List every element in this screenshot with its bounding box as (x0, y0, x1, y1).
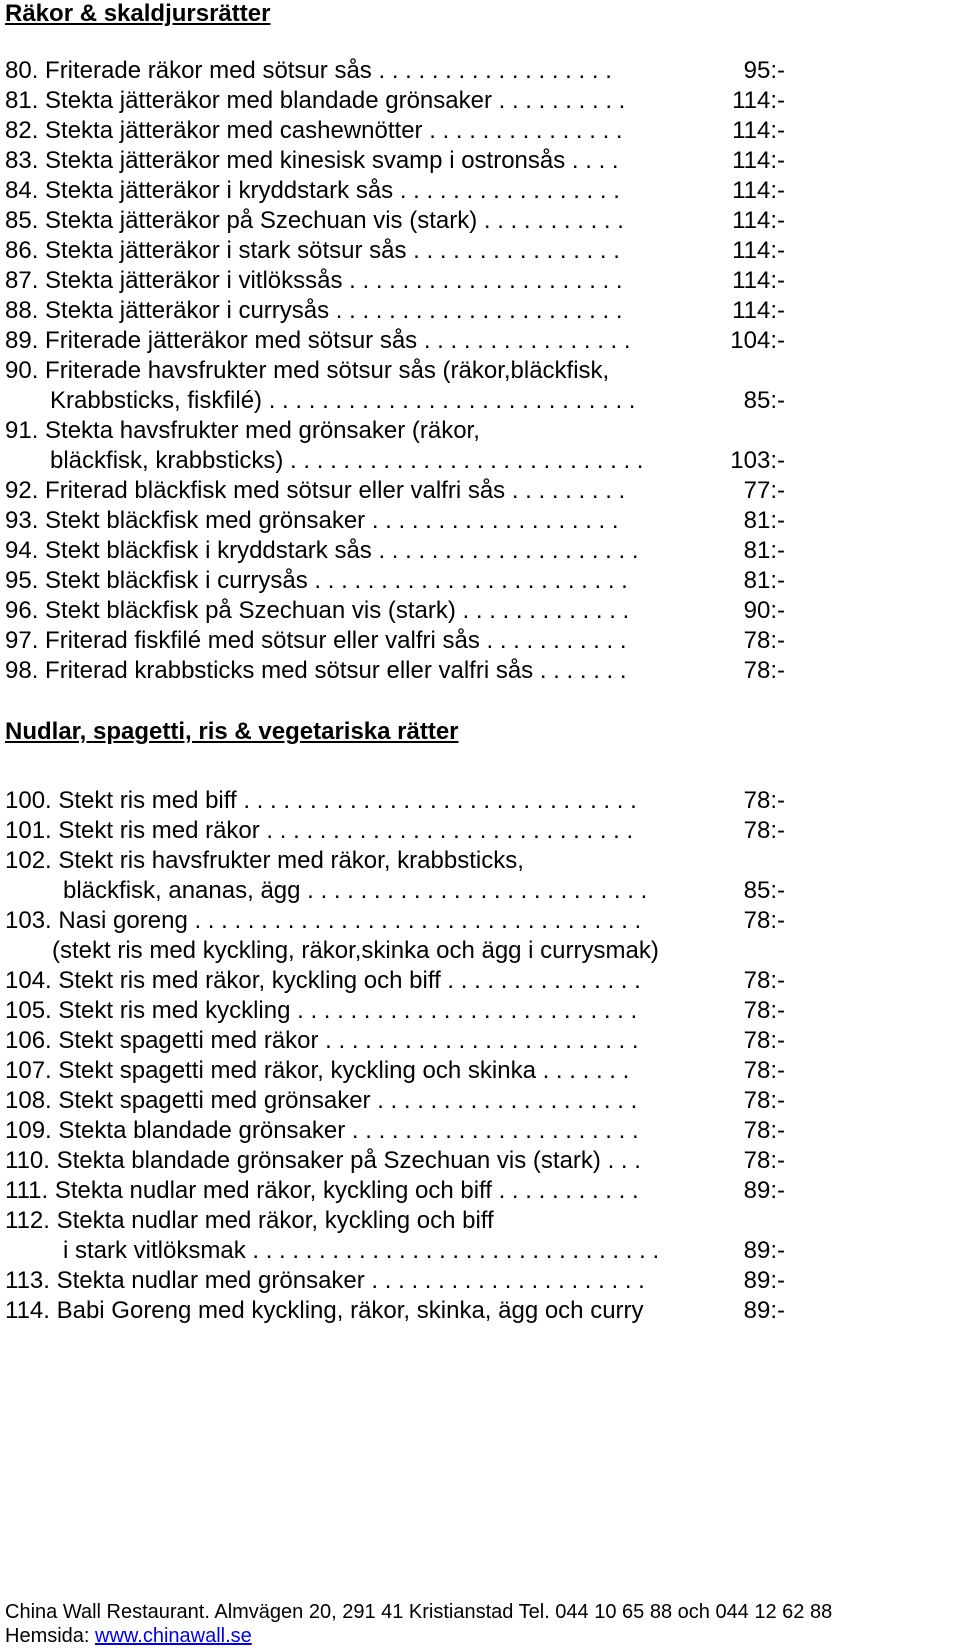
menu-item-line: 92. Friterad bläckfisk med sötsur eller valfri sås . . . . . . . . . (5, 477, 626, 504)
menu-item-line: 112. Stekta nudlar med räkor, kyckling och biff (5, 1207, 494, 1234)
menu-item-line: 103. Nasi goreng . . . . . . . . . . . . . . . . . . . . . . . . . . . . . . . . . . (5, 907, 642, 934)
menu-item-price: 114:- (732, 297, 785, 324)
menu-item-price: 89:- (743, 1297, 785, 1324)
menu-item-line: 105. Stekt ris med kyckling . . . . . . . . . . . . . . . . . . . . . . . . . . (5, 997, 638, 1024)
menu-item-price: 78:- (743, 967, 785, 994)
menu-item-line: 95. Stekt bläckfisk i currysås . . . . . . . . . . . . . . . . . . . . . . . . (5, 567, 628, 594)
menu-item-line: 88. Stekta jätteräkor i currysås . . . . . . . . . . . . . . . . . . . . . . (5, 297, 623, 324)
menu-item-line: 108. Stekt spagetti med grönsaker . . . . . . . . . . . . . . . . . . . . (5, 1087, 638, 1114)
menu-item-line: 104. Stekt ris med räkor, kyckling och biff . . . . . . . . . . . . . . . (5, 967, 641, 994)
section-heading: Räkor & skaldjursrätter (5, 0, 271, 27)
menu-item-line: 89. Friterade jätteräkor med sötsur sås . . . . . . . . . . . . . . . . (5, 327, 631, 354)
menu-item-line: 91. Stekta havsfrukter med grönsaker (räkor, (5, 417, 480, 444)
menu-item-price: 78:- (743, 997, 785, 1024)
menu-item-line: 101. Stekt ris med räkor . . . . . . . . . . . . . . . . . . . . . . . . . . . . (5, 817, 634, 844)
menu-item-price: 89:- (743, 1237, 785, 1264)
menu-item-line: 82. Stekta jätteräkor med cashewnötter . . . . . . . . . . . . . . . (5, 117, 623, 144)
menu-item-line: bläckfisk, krabbsticks) . . . . . . . . . . . . . . . . . . . . . . . . . . . (50, 447, 644, 474)
menu-item-line: 83. Stekta jätteräkor med kinesisk svamp i ostronsås . . . . (5, 147, 619, 174)
menu-item-line: bläckfisk, ananas, ägg . . . . . . . . . . . . . . . . . . . . . . . . . . (63, 877, 648, 904)
menu-item-price: 78:- (743, 1147, 785, 1174)
menu-item-price: 114:- (732, 177, 785, 204)
menu-item-price: 77:- (743, 477, 785, 504)
menu-item-price: 95:- (743, 57, 785, 84)
menu-item-line: Krabbsticks, fiskfilé) . . . . . . . . . . . . . . . . . . . . . . . . . . . . (50, 387, 636, 414)
menu-item-price: 78:- (743, 1027, 785, 1054)
menu-item-price: 78:- (743, 657, 785, 684)
menu-item-price: 78:- (743, 907, 785, 934)
menu-item-price: 114:- (732, 117, 785, 144)
menu-item-line: 110. Stekta blandade grönsaker på Szechuan vis (stark) . . . (5, 1147, 641, 1174)
footer-homepage (5, 1624, 832, 1648)
menu-item-line: 109. Stekta blandade grönsaker . . . . . . . . . . . . . . . . . . . . . . (5, 1117, 639, 1144)
menu-item-price: 114:- (732, 207, 785, 234)
menu-item-line: 96. Stekt bläckfisk på Szechuan vis (stark) . . . . . . . . . . . . . (5, 597, 630, 624)
footer-address: China Wall Restaurant. Almvägen 20, 291 41 Kristianstad Tel. 044 10 65 88 och 044 12 62 88 (5, 1601, 833, 1623)
menu-item-price: 104:- (730, 327, 785, 354)
menu-item-price: 81:- (743, 567, 785, 594)
menu-item-price: 85:- (743, 387, 785, 414)
menu-item-line: 80. Friterade räkor med sötsur sås . . . . . . . . . . . . . . . . . . (5, 57, 612, 84)
menu-item-price: 81:- (743, 537, 785, 564)
menu-item-line: 86. Stekta jätteräkor i stark sötsur sås . . . . . . . . . . . . . . . . (5, 237, 620, 264)
menu-item-line: 113. Stekta nudlar med grönsaker . . . . . . . . . . . . . . . . . . . . . (5, 1267, 645, 1294)
menu-item-line: 98. Friterad krabbsticks med sötsur eller valfri sås . . . . . . . (5, 657, 627, 684)
menu-item-price: 89:- (743, 1267, 785, 1294)
homepage-label: Hemsida: (5, 1625, 96, 1647)
menu-item-price: 114:- (732, 267, 785, 294)
menu-item-price: 78:- (743, 817, 785, 844)
menu-item-price: 78:- (743, 1117, 785, 1144)
menu-item-note: (stekt ris med kyckling, räkor,skinka och ägg i currysmak) (52, 937, 659, 964)
menu-item-line: 106. Stekt spagetti med räkor . . . . . . . . . . . . . . . . . . . . . . . . (5, 1027, 639, 1054)
menu-item-line: 94. Stekt bläckfisk i kryddstark sås . . . . . . . . . . . . . . . . . . . . (5, 537, 639, 564)
menu-item-price: 78:- (743, 627, 785, 654)
menu-item-price: 78:- (743, 787, 785, 814)
menu-item-line: 85. Stekta jätteräkor på Szechuan vis (stark) . . . . . . . . . . . (5, 207, 624, 234)
menu-item-line: 84. Stekta jätteräkor i kryddstark sås . . . . . . . . . . . . . . . . . (5, 177, 620, 204)
menu-item-price: 78:- (743, 1057, 785, 1084)
menu-item-line: 93. Stekt bläckfisk med grönsaker . . . . . . . . . . . . . . . . . . . (5, 507, 619, 534)
menu-item-price: 81:- (743, 507, 785, 534)
footer (5, 1600, 832, 1648)
menu-item-price: 114:- (732, 87, 785, 114)
menu-item-price: 103:- (730, 447, 785, 474)
menu-item-line: 102. Stekt ris havsfrukter med räkor, krabbsticks, (5, 847, 524, 874)
menu-item-line: 81. Stekta jätteräkor med blandade grönsaker . . . . . . . . . . (5, 87, 626, 114)
menu-item-price: 90:- (743, 597, 785, 624)
menu-item-line: 107. Stekt spagetti med räkor, kyckling och skinka . . . . . . . (5, 1057, 630, 1084)
menu-item-line: 90. Friterade havsfrukter med sötsur sås (räkor,bläckfisk, (5, 357, 610, 384)
menu-item-price: 78:- (743, 1087, 785, 1114)
section-heading: Nudlar, spagetti, ris & vegetariska rätter (5, 718, 459, 745)
menu-item-line: 87. Stekta jätteräkor i vitlökssås . . . . . . . . . . . . . . . . . . . . . (5, 267, 623, 294)
menu-item-price: 89:- (743, 1177, 785, 1204)
menu-item-price: 114:- (732, 237, 785, 264)
menu-item-price: 85:- (743, 877, 785, 904)
menu-item-line: 97. Friterad fiskfilé med sötsur eller valfri sås . . . . . . . . . . . (5, 627, 627, 654)
menu-item-line: 100. Stekt ris med biff . . . . . . . . . . . . . . . . . . . . . . . . . . . . . . (5, 787, 637, 814)
menu-item-line: 114. Babi Goreng med kyckling, räkor, skinka, ägg och curry (5, 1297, 644, 1324)
menu-item-line: i stark vitlöksmak . . . . . . . . . . . . . . . . . . . . . . . . . . . . . . . (63, 1237, 660, 1264)
menu-item-price: 114:- (732, 147, 785, 174)
homepage-link[interactable]: www.chinawall.se (95, 1625, 252, 1647)
menu-item-line: 111. Stekta nudlar med räkor, kyckling och biff . . . . . . . . . . . (5, 1177, 639, 1204)
